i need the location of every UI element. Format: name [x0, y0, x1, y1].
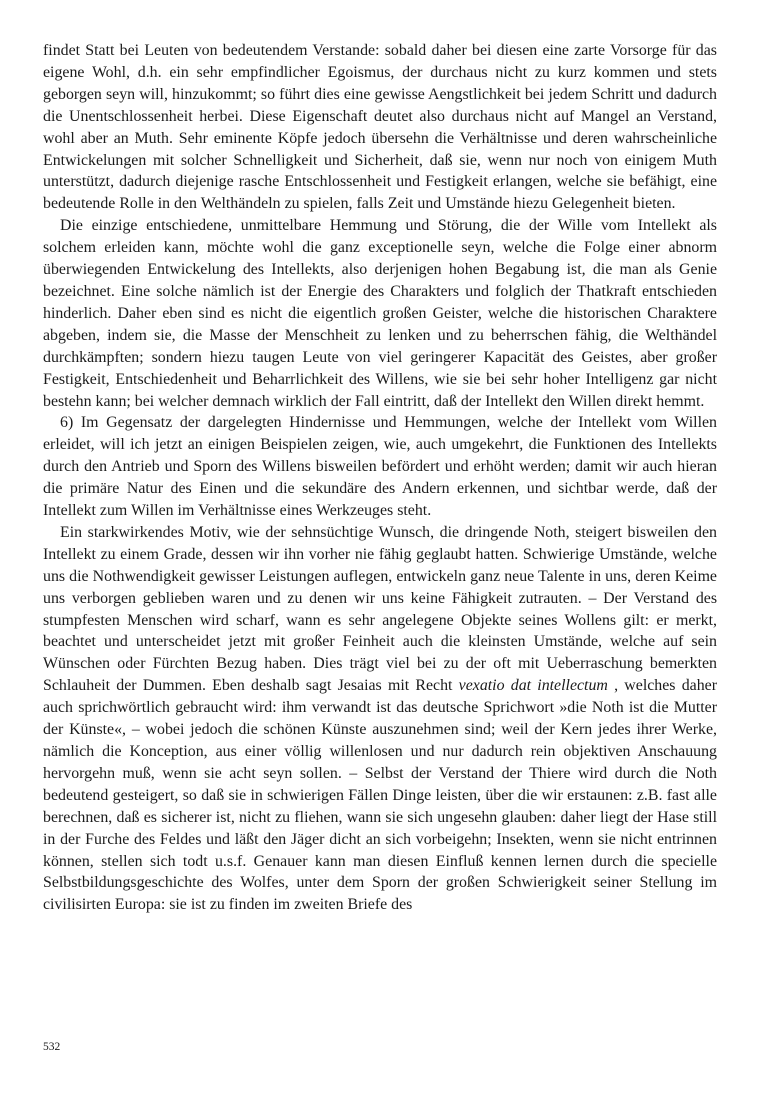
- page-number: 532: [43, 1041, 61, 1053]
- latin-quote: vexatio dat intellectum: [458, 677, 608, 695]
- paragraph-1: findet Statt bei Leuten von bedeutendem Verstande: sobald daher bei diesen eine zarte Vorsorge für das eigene Wohl, d.h. ein sehr empfindlicher Egoismus, der durchaus nicht zu kurz kommen und stets geborgen seyn will, hinzukommt; so führt dies eine gewisse Aengstlichkeit bei jedem Schritt und dadurch die Unentschlossenheit herbei. Diese Eigenschaft deutet also durchaus nicht auf Mangel an Verstand, wohl aber an Muth. Sehr eminente Köpfe jedoch übersehn die Verhältnisse und deren wahrscheinliche Entwickelungen mit solcher Schnelligkeit und Sicherheit, daß sie, wenn nur noch von einigem Muth unterstützt, dadurch diejenige rasche Entschlossenheit und Festigkeit erlangen, welche sie befähigt, eine bedeutende Rolle in den Welthändeln zu spielen, falls Zeit und Umstände hiezu Gelegenheit bieten.: [43, 42, 717, 213]
- page-body: [43, 40, 717, 916]
- paragraph-4-text-b: , welches daher auch sprichwörtlich gebraucht wird: ihm verwandt ist das deutsche Sprichwort »die Noth ist die Mutter der Künste«, – wobei jedoch die schönen Künste auszunehmen sind; weil der Kern jedes ihrer Werke, nämlich die Konception, aus einer völlig willenlosen und nur dadurch rein objektiven Anschauung hervorgehn muß, wenn sie acht seyn sollen. – Selbst der Verstand der Thiere wird durch die Noth bedeutend gesteigert, so daß sie in schwierigen Fällen Dinge leisten, über die wir erstaunen: z.B. fast alle berechnen, daß es sicherer ist, nicht zu fliehen, wann sie sich ungesehn glauben: daher liegt der Hase still in der Furche des Feldes und läßt den Jäger dicht an sich vorbeigehn; Insekten, wenn sie nicht entrinnen können, stellen sich todt u.s.f. Genauer kann man diesen Einfluß kennen lernen durch die specielle Selbstbildungsgeschichte des Wolfes, unter dem Sporn der großen Schwierigkeit seiner Stellung im civilisirten Europa: sie ist zu finden im zweiten Briefe des: [43, 677, 717, 914]
- paragraph-4-text-a: Ein starkwirkendes Motiv, wie der sehnsüchtige Wunsch, die dringende Noth, steigert bisweilen den Intellekt zu einem Grade, dessen wir ihn vorher nie fähig geglaubt hatten. Schwierige Umstände, welche uns die Nothwendigkeit gewisser Leistungen auflegen, entwickeln ganz neue Talente in uns, deren Keime uns verborgen geblieben waren und zu denen wir uns keine Fähigkeit zutrauten. – Der Verstand des stumpfesten Menschen wird scharf, wann es sehr angelegene Objekte seines Wollens gilt: er merkt, beachtet und unterscheidet jetzt mit großer Feinheit auch die kleinsten Umstände, welche auf sein Wünschen oder Fürchten Bezug haben. Dies trägt viel bei zu der oft mit Ueberraschung bemerkten Schlauheit der Dummen. Eben deshalb sagt Jesaias mit Recht: [43, 523, 717, 695]
- paragraph-2: Die einzige entschiedene, unmittelbare Hemmung und Störung, die der Wille vom Intellekt als solchem erleiden kann, möchte wohl die ganz exceptionelle seyn, welche die Folge einer abnorm überwiegenden Entwickelung des Intellekts, also derjenigen hohen Begabung ist, die man als Genie bezeichnet. Eine solche nämlich ist der Energie des Charakters und folglich der Thatkraft entschieden hinderlich. Daher eben sind es nicht die eigentlich großen Geister, welche die historischen Charaktere abgeben, indem sie, die Masse der Menschheit zu lenken und zu beherrschen fähig, die Welthändel durchkämpften; sondern hiezu taugen Leute von viel geringerer Kapacität des Geistes, aber großer Festigkeit, Entschiedenheit und Beharrlichkeit des Willens, wie sie bei sehr hoher Intelligenz gar nicht bestehn kann; bei welcher demnach wirklich der Fall eintritt, daß der Intellekt den Willen direkt hemmt.: [43, 217, 717, 410]
- paragraph-3: 6) Im Gegensatz der dargelegten Hindernisse und Hemmungen, welche der Intellekt vom Willen erleidet, will ich jetzt an einigen Beispielen zeigen, wie, auch umgekehrt, die Funktionen des Intellekts durch den Antrieb und Sporn des Willens bisweilen befördert und erhöht werden; damit wir auch hieran die primäre Natur des Einen und die sekundäre des Andern erkennen, und sichtbar werde, daß der Intellekt zum Willen im Verhältnisse eines Werkzeuges steht.: [43, 414, 717, 520]
- paragraph-4: [43, 522, 717, 916]
